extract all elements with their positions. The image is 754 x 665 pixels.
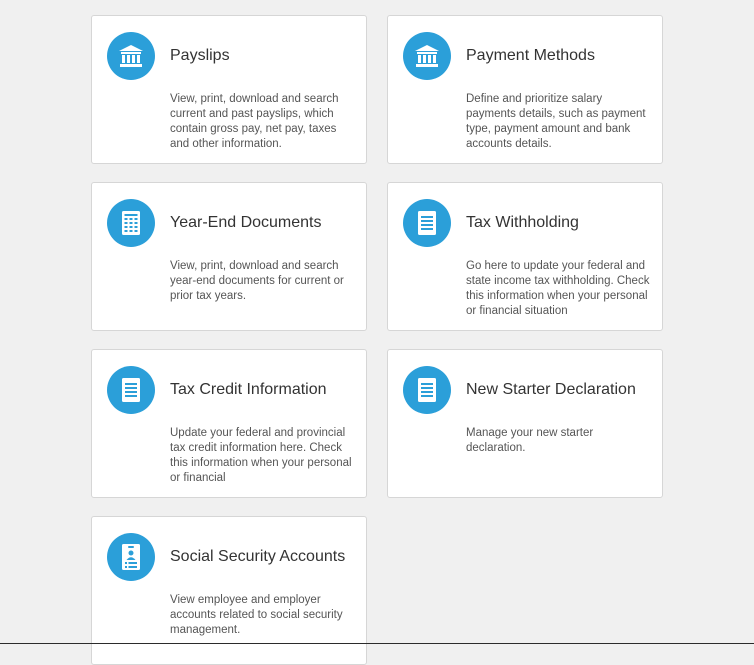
card-title: Payslips	[170, 47, 230, 64]
card-title: New Starter Declaration	[466, 381, 636, 398]
payment-methods-card[interactable]	[387, 15, 663, 164]
card-description: Manage your new starter declaration.	[466, 427, 594, 454]
card-title: Tax Credit Information	[170, 381, 327, 398]
card-title: Social Security Accounts	[170, 548, 346, 565]
card-description: View, print, download and search year-end documents for current or prior tax years.	[170, 260, 344, 302]
card-title: Year-End Documents	[170, 214, 322, 231]
document-icon	[107, 366, 155, 414]
bank-icon	[403, 32, 451, 80]
card-description: View employee and employer accounts related to social security management.	[170, 594, 343, 636]
payslips-card[interactable]	[91, 15, 367, 164]
document-icon	[403, 199, 451, 247]
year-end-documents-card[interactable]	[91, 182, 367, 331]
spreadsheet-document-icon	[107, 199, 155, 247]
new-starter-declaration-card[interactable]	[387, 349, 663, 498]
card-title: Payment Methods	[466, 47, 595, 64]
card-description: View, print, download and search current and past payslips, which contain gross pay, net pay, taxes and other information.	[170, 93, 339, 150]
tax-credit-information-card[interactable]	[91, 349, 367, 498]
card-title: Tax Withholding	[466, 214, 579, 231]
card-description: Update your federal and provincial tax credit information here. Check this information when your personal or financial	[170, 427, 352, 484]
document-icon	[403, 366, 451, 414]
card-description: Define and prioritize salary payments details, such as payment type, payment amount and bank accounts details.	[466, 93, 646, 150]
id-card-icon	[107, 533, 155, 581]
card-description: Go here to update your federal and state income tax withholding. Check this information when your personal or financial situation	[466, 260, 650, 317]
tax-withholding-card[interactable]	[387, 182, 663, 331]
bank-icon	[107, 32, 155, 80]
